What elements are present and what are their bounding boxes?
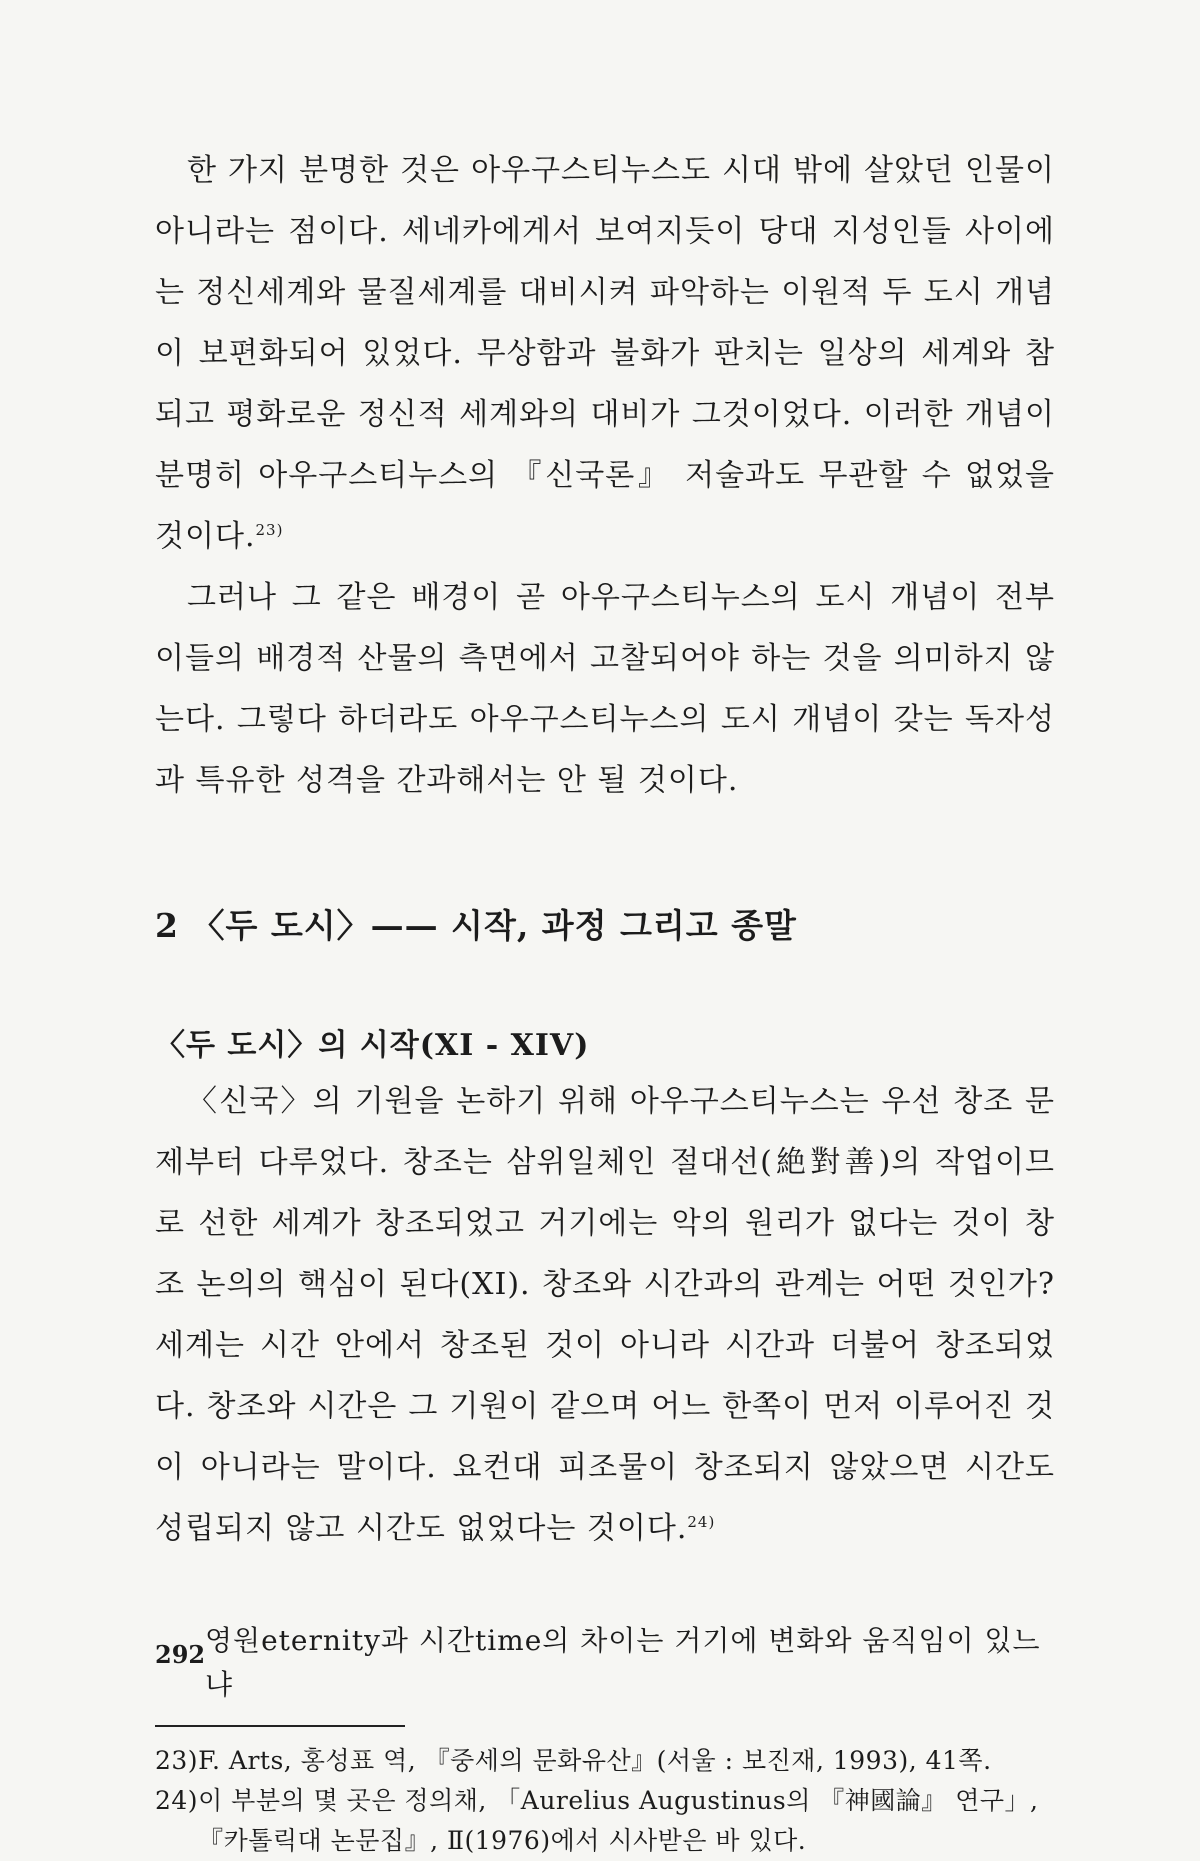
paragraph-3-text: 〈신국〉의 기원을 논하기 위해 아우구스티누스는 우선 창조 문제부터 다루었다. 창조는 삼위일체인 절대선(絶對善)의 작업이므로 선한 세계가 창조되었고 거기에는 악의 원리가 없다는 것이 창조 논의의 핵심이 된다(XI). 창조와 시간과의 관계는 어떤 것인가? 세계는 시간 안에서 창조된 것이 아니라 시간과 더불어 창조되었다. 창조와 시간은 그 기원이 같으며 어느 한쪽이 먼저 이루어진 것이 아니라는 말이다. 요컨대 피조물이 창조되지 않았으면 시간도 성립되지 않고 시간도 없었다는 것이다. (155, 1084, 1055, 1546)
footnote-24 (155, 1781, 1055, 1861)
footnote-divider (155, 1725, 405, 1727)
footnote-23 (155, 1741, 1055, 1781)
footnote-text: F. Arts, 홍성표 역, 『중세의 문화유산』(서울 : 보진재, 1993), 41쪽. (198, 1746, 992, 1775)
page-number: 292 (155, 1640, 206, 1669)
page-content (155, 140, 1055, 1861)
footnote-number: 23) (155, 1746, 199, 1775)
footnote-number: 24) (155, 1786, 199, 1815)
footnote-text: 이 부분의 몇 곳은 정의채, 「Aurelius Augustinus의 『神國論』 연구」, 『카톨릭대 논문집』, Ⅱ(1976)에서 시사받은 바 있다. (198, 1786, 1039, 1855)
footnotes (155, 1741, 1055, 1861)
section-heading: 2 〈두 도시〉—— 시작, 과정 그리고 종말 (155, 906, 797, 945)
footnote-ref-24: 24) (687, 1513, 716, 1531)
footnote-ref-23: 23) (255, 521, 284, 539)
sub-heading: 〈두 도시〉의 시작(XI - XIV) (155, 1028, 590, 1063)
paragraph-3 (155, 1071, 1055, 1559)
paragraph-1-text: 한 가지 분명한 것은 아우구스티누스도 시대 밖에 살았던 인물이 아니라는 점이다. 세네카에게서 보여지듯이 당대 지성인들 사이에는 정신세계와 물질세계를 대비시켜 파악하는 이원적 두 도시 개념이 보편화되어 있었다. 무상함과 불화가 판치는 일상의 세계와 참되고 평화로운 정신적 세계와의 대비가 그것이었다. 이러한 개념이 분명히 아우구스티누스의 『신국론』 저술과도 무관할 수 없었을 것이다. (155, 153, 1055, 554)
paragraph-1 (155, 140, 1055, 567)
paragraph-2: 그러나 그 같은 배경이 곧 아우구스티누스의 도시 개념이 전부 이들의 배경적 산물의 측면에서 고찰되어야 하는 것을 의미하지 않는다. 그렇다 하더라도 아우구스티누스의 도시 개념이 갖는 독자성과 특유한 성격을 간과해서는 안 될 것이다. (155, 580, 1055, 798)
quote-line: 영원eternity과 시간time의 차이는 거기에 변화와 움직임이 있느냐 (205, 1624, 1041, 1701)
